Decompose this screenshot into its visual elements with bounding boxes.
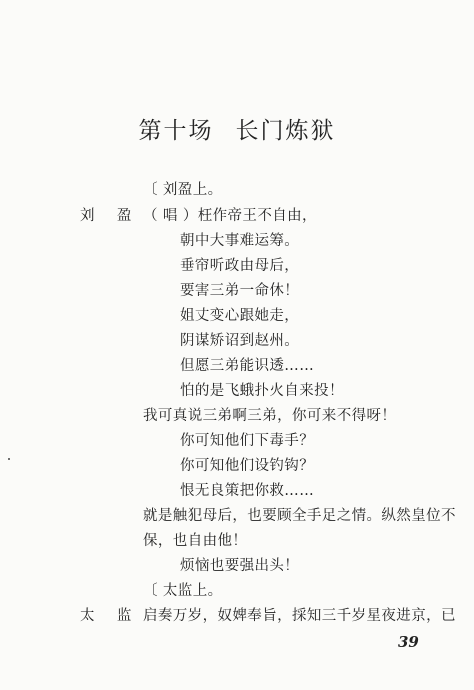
spoken-line: 我可真说三弟啊三弟，你可来不得呀！	[143, 408, 397, 424]
spoken-line: 启奏万岁，奴婢奉旨，採知三千岁星夜进京，已	[143, 608, 456, 624]
lyric-line: 垂帘听政由母后，	[180, 258, 300, 274]
lyric-line: 阴谋矫诏到赵州。	[180, 333, 300, 349]
lyric-line: 恨无良策把你救……	[180, 483, 315, 499]
lyric-line: 烦恼也要强出头！	[180, 558, 300, 574]
scene-number: 第十场	[138, 118, 214, 144]
lyric-line: 你可知他们下毒手？	[180, 433, 315, 449]
speaker-liu-ying: 刘 盈	[80, 208, 132, 224]
spoken-line: 就是触犯母后，也要顾全手足之情。纵然皇位不	[143, 508, 456, 524]
lyric-line: 姐丈变心跟她走，	[180, 308, 300, 324]
lyric-line: （ 唱 ）枉作帝王不自由，	[143, 208, 317, 224]
lyric-line: 朝中大事难运筹。	[180, 233, 300, 249]
scene-name: 长门炼狱	[235, 118, 336, 144]
lyric-line: 你可知他们设钓钩？	[180, 458, 315, 474]
lyric-line: 但愿三弟能识透……	[180, 358, 315, 374]
lyric-line: 怕的是飞蛾扑火自来投！	[180, 383, 344, 399]
stage-direction-enter-eunuch: 〔 太监上。	[143, 583, 223, 599]
stage-direction-enter-liu-ying: 〔 刘盈上。	[143, 182, 223, 198]
scene-title	[0, 112, 474, 145]
lyric-line: 要害三弟一命休！	[180, 283, 300, 299]
page-number: 39	[398, 633, 419, 651]
scan-speck	[8, 458, 10, 460]
speaker-eunuch: 太 监	[80, 608, 132, 624]
spoken-line: 保，也自由他！	[143, 533, 248, 549]
